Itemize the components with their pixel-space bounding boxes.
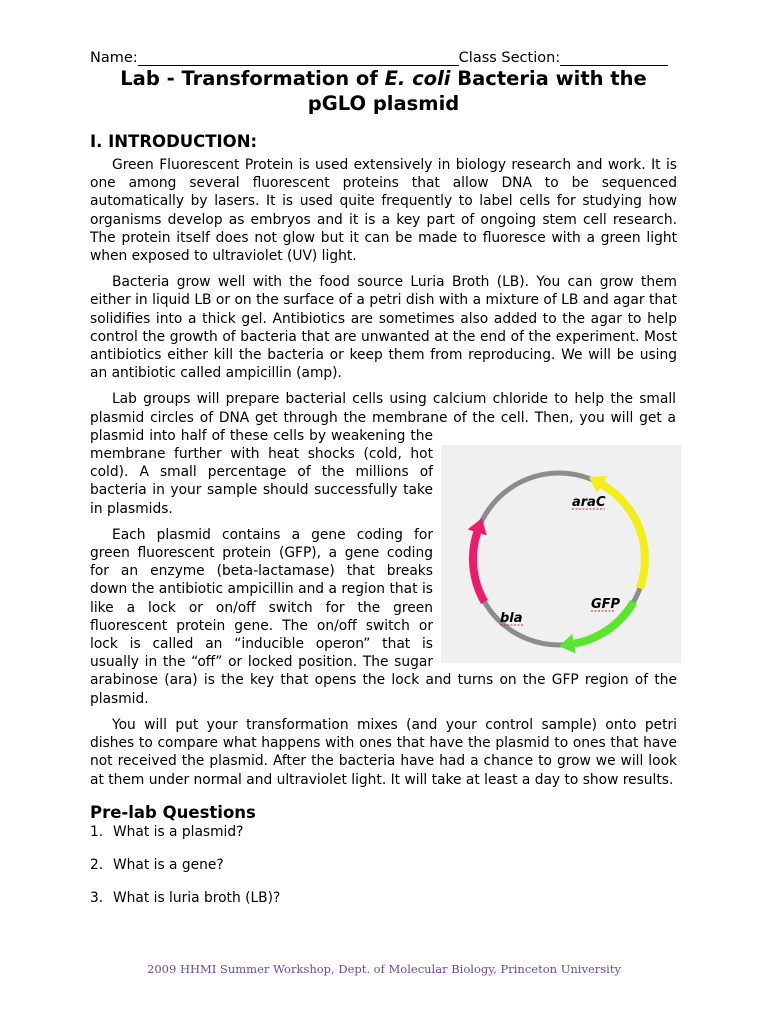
intro-paragraph-1: Green Fluorescent Protein is used extensively in biology research and work. It is one among several fluorescent proteins that allow DNA to be sequenced automatically by lasers. It is used quite frequently to label cells for studying how organisms develop as embryos and it is a key part of ongoing stem cell research. The protein itself does not glow but it can be made to fluoresce with a green light when exposed to ultraviolet (UV) light.	[90, 157, 677, 265]
figure-spacer	[676, 390, 677, 444]
bla-label: bla	[500, 611, 523, 627]
title-italic: E. coli	[384, 67, 451, 90]
intro-paragraph-3-text: Lab groups will prepare bacterial cells using calcium chloride to help the small plasmid circles of DNA get through the membrane of the cell. Then, you will get a plasmid into half of these cells by weakening the membrane further with heat shocks (cold, hot cold). A small percentage of the millions of bacteria in your sample should successfully take in plasmids.	[90, 391, 676, 517]
question-number: 1.	[90, 823, 104, 840]
page-title	[90, 66, 677, 116]
wrap-area	[90, 390, 677, 707]
worksheet-page	[90, 44, 677, 922]
section-blank[interactable]	[560, 50, 668, 66]
bla-gene-arc	[473, 533, 485, 603]
gfp-label: GFP	[591, 597, 621, 613]
prelab-question	[90, 889, 677, 922]
question-number: 3.	[90, 889, 104, 906]
intro-paragraph-2: Bacteria grow well with the food source Luria Broth (LB). You can grow them either in liquid LB or on the surface of a petri dish with a mixture of LB and agar that solidifies into a thick gel. Antibiotics are sometimes also added to the agar to help control the growth of bacteria that are unwanted at the end of the experiment. Most antibiotics either kill the bacteria or keep them from reproducing. We will be using an antibiotic called ampicillin (amp).	[90, 274, 677, 382]
intro-paragraph-5: You will put your transformation mixes (and your control sample) onto petri dishes to compare what happens with ones that have the plasmid to ones that have not received the plasmid. After the bacteria have had a chance to grow we will look at them under normal and ultraviolet light. It will take at least a day to show results.	[90, 716, 677, 788]
intro-paragraph-4: Each plasmid contains a gene coding for green fluorescent protein (GFP), a gene coding for an enzyme (beta-lactamase) that breaks down the antibiotic ampicillin and a region that is like a lock or on/off switch for the green fluorescent protein gene. The on/off switch or lock is called an “inducible operon” that is usually in the “off” or locked position. The sugar arabinose (ara) is the key that opens the lock and turns on the GFP region of the plasmid.	[90, 526, 677, 707]
question-text: What is luria broth (LB)?	[113, 889, 281, 906]
prelab-question	[90, 823, 677, 856]
intro-heading: I. INTRODUCTION:	[90, 132, 258, 151]
page-footer: 2009 HHMI Summer Workshop, Dept. of Molecular Biology, Princeton University	[147, 962, 621, 976]
section-label: Class Section:	[458, 50, 561, 66]
title-part2: Bacteria with the pGLO plasmid	[307, 67, 647, 115]
arac-gene-arc	[602, 485, 645, 589]
name-section-line	[90, 44, 677, 66]
question-text: What is a gene?	[113, 856, 224, 873]
name-blank[interactable]	[138, 50, 459, 66]
question-number: 2.	[90, 856, 104, 873]
title-part1: Lab - Transformation of	[120, 67, 385, 90]
prelab-heading: Pre-lab Questions	[90, 802, 256, 822]
question-text: What is a plasmid?	[113, 823, 244, 840]
name-label: Name:	[90, 50, 138, 66]
plasmid-svg	[441, 445, 681, 663]
plasmid-diagram	[441, 445, 681, 663]
prelab-question-list	[90, 823, 677, 922]
prelab-question	[90, 856, 677, 889]
arac-label: araC	[572, 495, 606, 511]
